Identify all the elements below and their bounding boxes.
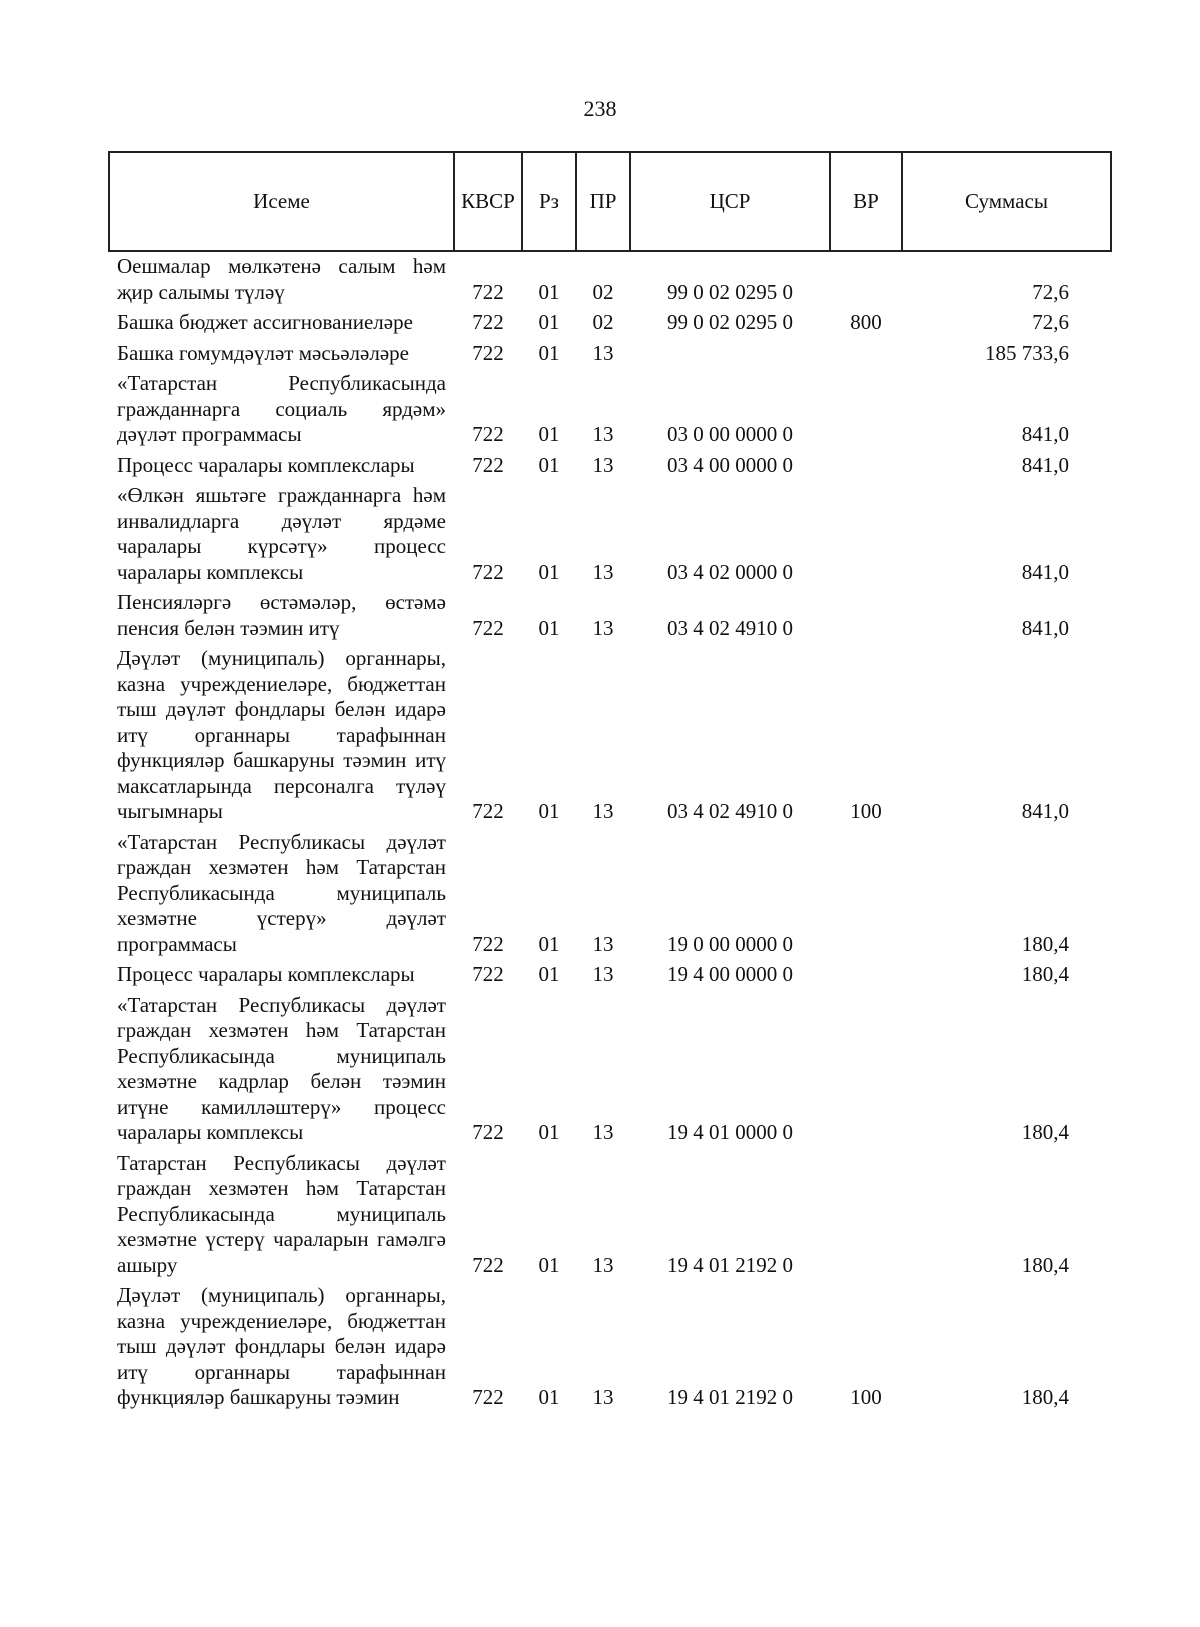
cell-name: Татарстан Республикасы дәүләт граждан хезмәтен һәм Татарстан Республикасында муниципаль хезмәтне үстерү чараларын гамәлгә ашыру [117, 1150, 446, 1277]
cell-csr [630, 341, 830, 372]
cell-csr: 99 0 02 0295 0 [667, 279, 793, 304]
cell-name: «Өлкән яшьтәге гражданнарга һәм инвалидларга дәүләт ярдәме чаралары күрсәтү» процесс чаралары комплексы [117, 483, 446, 584]
cell-pr: 13 [592, 340, 614, 365]
cell-rz: 01 [538, 1252, 560, 1277]
cell-pr: 13 [592, 615, 614, 640]
cell-sum: 72,6 [1032, 279, 1069, 304]
cell-name: Башка гомумдәүләт мәсьәләләре [117, 340, 409, 365]
cell-rz: 01 [538, 1120, 560, 1144]
cell-pr: 13 [592, 1120, 614, 1144]
cell-rz: 01 [538, 452, 560, 477]
header-vr: ВР [830, 152, 902, 251]
cell-name: Процесс чаралары комплекслары [117, 452, 415, 477]
table-row [109, 962, 1111, 993]
cell-kvsr: 722 [472, 340, 504, 365]
cell-vr [830, 251, 902, 310]
cell-rz: 01 [538, 559, 560, 584]
cell-pr: 02 [592, 279, 614, 304]
cell-pr: 13 [592, 799, 614, 823]
cell-vr [830, 453, 902, 484]
cell-kvsr: 722 [472, 279, 504, 304]
cell-vr: 100 [850, 1385, 882, 1409]
cell-sum: 180,4 [1021, 1120, 1069, 1144]
cell-vr [830, 590, 902, 646]
cell-kvsr: 722 [472, 559, 504, 584]
table-row [109, 371, 1111, 453]
cell-vr [830, 993, 902, 1151]
header-name: Исеме [109, 152, 454, 251]
table-row [109, 646, 1111, 830]
cell-csr: 19 4 00 0000 0 [667, 962, 793, 986]
cell-kvsr: 722 [472, 310, 504, 334]
cell-vr: 100 [850, 799, 882, 823]
cell-vr [830, 1151, 902, 1284]
cell-csr: 03 4 00 0000 0 [667, 452, 793, 477]
table-row [109, 993, 1111, 1151]
header-rz: Рз [522, 152, 576, 251]
cell-kvsr: 722 [472, 1252, 504, 1277]
cell-kvsr: 722 [472, 931, 504, 956]
header-pr: ПР [576, 152, 630, 251]
cell-name: Дәүләт (муниципаль) органнары, казна учреждениеләре, бюджеттан тыш дәүләт фондлары белән идарә итү органнары тарафыннан функцияләр башкаруны тәэмин итү максатларында персоналга түләү чыгымнары [117, 646, 446, 823]
cell-pr: 13 [592, 559, 614, 584]
cell-vr: 800 [850, 310, 882, 334]
cell-name: Башка бюджет ассигнованиеләре [117, 310, 413, 334]
cell-rz: 01 [538, 340, 560, 365]
cell-csr: 03 4 02 4910 0 [667, 615, 793, 640]
cell-name: «Татарстан Республикасы дәүләт граждан хезмәтен һәм Татарстан Республикасында муниципаль хезмәтне үстерү» дәүләт программасы [117, 829, 446, 956]
table-row [109, 1151, 1111, 1284]
cell-vr [830, 830, 902, 963]
cell-rz: 01 [538, 931, 560, 956]
cell-pr: 02 [592, 310, 614, 334]
cell-csr: 19 0 00 0000 0 [667, 931, 793, 956]
cell-csr: 03 4 02 4910 0 [667, 799, 793, 823]
cell-sum: 180,4 [1021, 1252, 1069, 1277]
cell-vr [830, 341, 902, 372]
table-row [109, 453, 1111, 484]
cell-pr: 13 [592, 931, 614, 956]
table-row [109, 590, 1111, 646]
table-row [109, 830, 1111, 963]
cell-name: Пенсияләргә өстәмәләр, өстәмә пенсия белән тәэмин итү [117, 590, 446, 640]
cell-csr: 19 4 01 0000 0 [667, 1120, 793, 1144]
cell-kvsr: 722 [472, 962, 504, 986]
table-row [109, 341, 1111, 372]
cell-vr [830, 371, 902, 453]
cell-vr [830, 483, 902, 590]
table-row [109, 251, 1111, 310]
cell-csr: 19 4 01 2192 0 [667, 1385, 793, 1409]
cell-pr: 13 [592, 422, 614, 446]
cell-rz: 01 [538, 422, 560, 446]
table-header-row [109, 152, 1111, 251]
cell-csr: 19 4 01 2192 0 [667, 1252, 793, 1277]
header-csr: ЦСР [630, 152, 830, 251]
cell-sum: 180,4 [1021, 962, 1069, 986]
cell-sum: 841,0 [1021, 799, 1069, 823]
cell-name: «Татарстан Республикасы дәүләт граждан хезмәтен һәм Татарстан Республикасында муниципаль хезмәтне кадрлар белән тәэмин итүне камилләштерү» процесс чаралары комплексы [117, 992, 446, 1144]
cell-csr: 99 0 02 0295 0 [667, 310, 793, 334]
cell-name: «Татарстан Республикасында гражданнарга социаль ярдәм» дәүләт программасы [117, 371, 446, 446]
header-sum: Суммасы [902, 152, 1111, 251]
table-row [109, 483, 1111, 590]
cell-name: Оешмалар мөлкәтенә салым һәм җир салымы түләү [117, 254, 446, 304]
cell-kvsr: 722 [472, 615, 504, 640]
cell-rz: 01 [538, 615, 560, 640]
cell-pr: 13 [592, 962, 614, 986]
cell-sum: 180,4 [1021, 1385, 1069, 1409]
cell-pr: 13 [592, 1385, 614, 1409]
header-kvsr: КВСР [454, 152, 522, 251]
cell-pr: 13 [592, 1252, 614, 1277]
cell-name: Дәүләт (муниципаль) органнары, казна учреждениеләре, бюджеттан тыш дәүләт фондлары белән идарә итү органнары тарафыннан функцияләр башкаруны тәэмин [117, 1283, 446, 1409]
page-number: 238 [583, 96, 617, 121]
budget-table [108, 151, 1112, 1416]
cell-csr: 03 4 02 0000 0 [667, 559, 793, 584]
cell-rz: 01 [538, 799, 560, 823]
cell-sum: 841,0 [1021, 615, 1069, 640]
cell-sum: 72,6 [1032, 310, 1069, 334]
cell-kvsr: 722 [472, 799, 504, 823]
cell-kvsr: 722 [472, 422, 504, 446]
cell-sum: 841,0 [1021, 422, 1069, 446]
cell-name: Процесс чаралары комплекслары [117, 962, 415, 986]
table-row [109, 310, 1111, 341]
cell-sum: 185 733,6 [985, 340, 1069, 365]
cell-kvsr: 722 [472, 452, 504, 477]
cell-sum: 841,0 [1021, 559, 1069, 584]
cell-kvsr: 722 [472, 1385, 504, 1409]
cell-sum: 180,4 [1021, 931, 1069, 956]
cell-kvsr: 722 [472, 1120, 504, 1144]
cell-rz: 01 [538, 310, 560, 334]
cell-csr: 03 0 00 0000 0 [667, 422, 793, 446]
table-row [109, 1283, 1111, 1416]
cell-sum: 841,0 [1021, 452, 1069, 477]
cell-rz: 01 [538, 962, 560, 986]
cell-rz: 01 [538, 279, 560, 304]
cell-vr [830, 962, 902, 993]
cell-pr: 13 [592, 452, 614, 477]
cell-rz: 01 [538, 1385, 560, 1409]
